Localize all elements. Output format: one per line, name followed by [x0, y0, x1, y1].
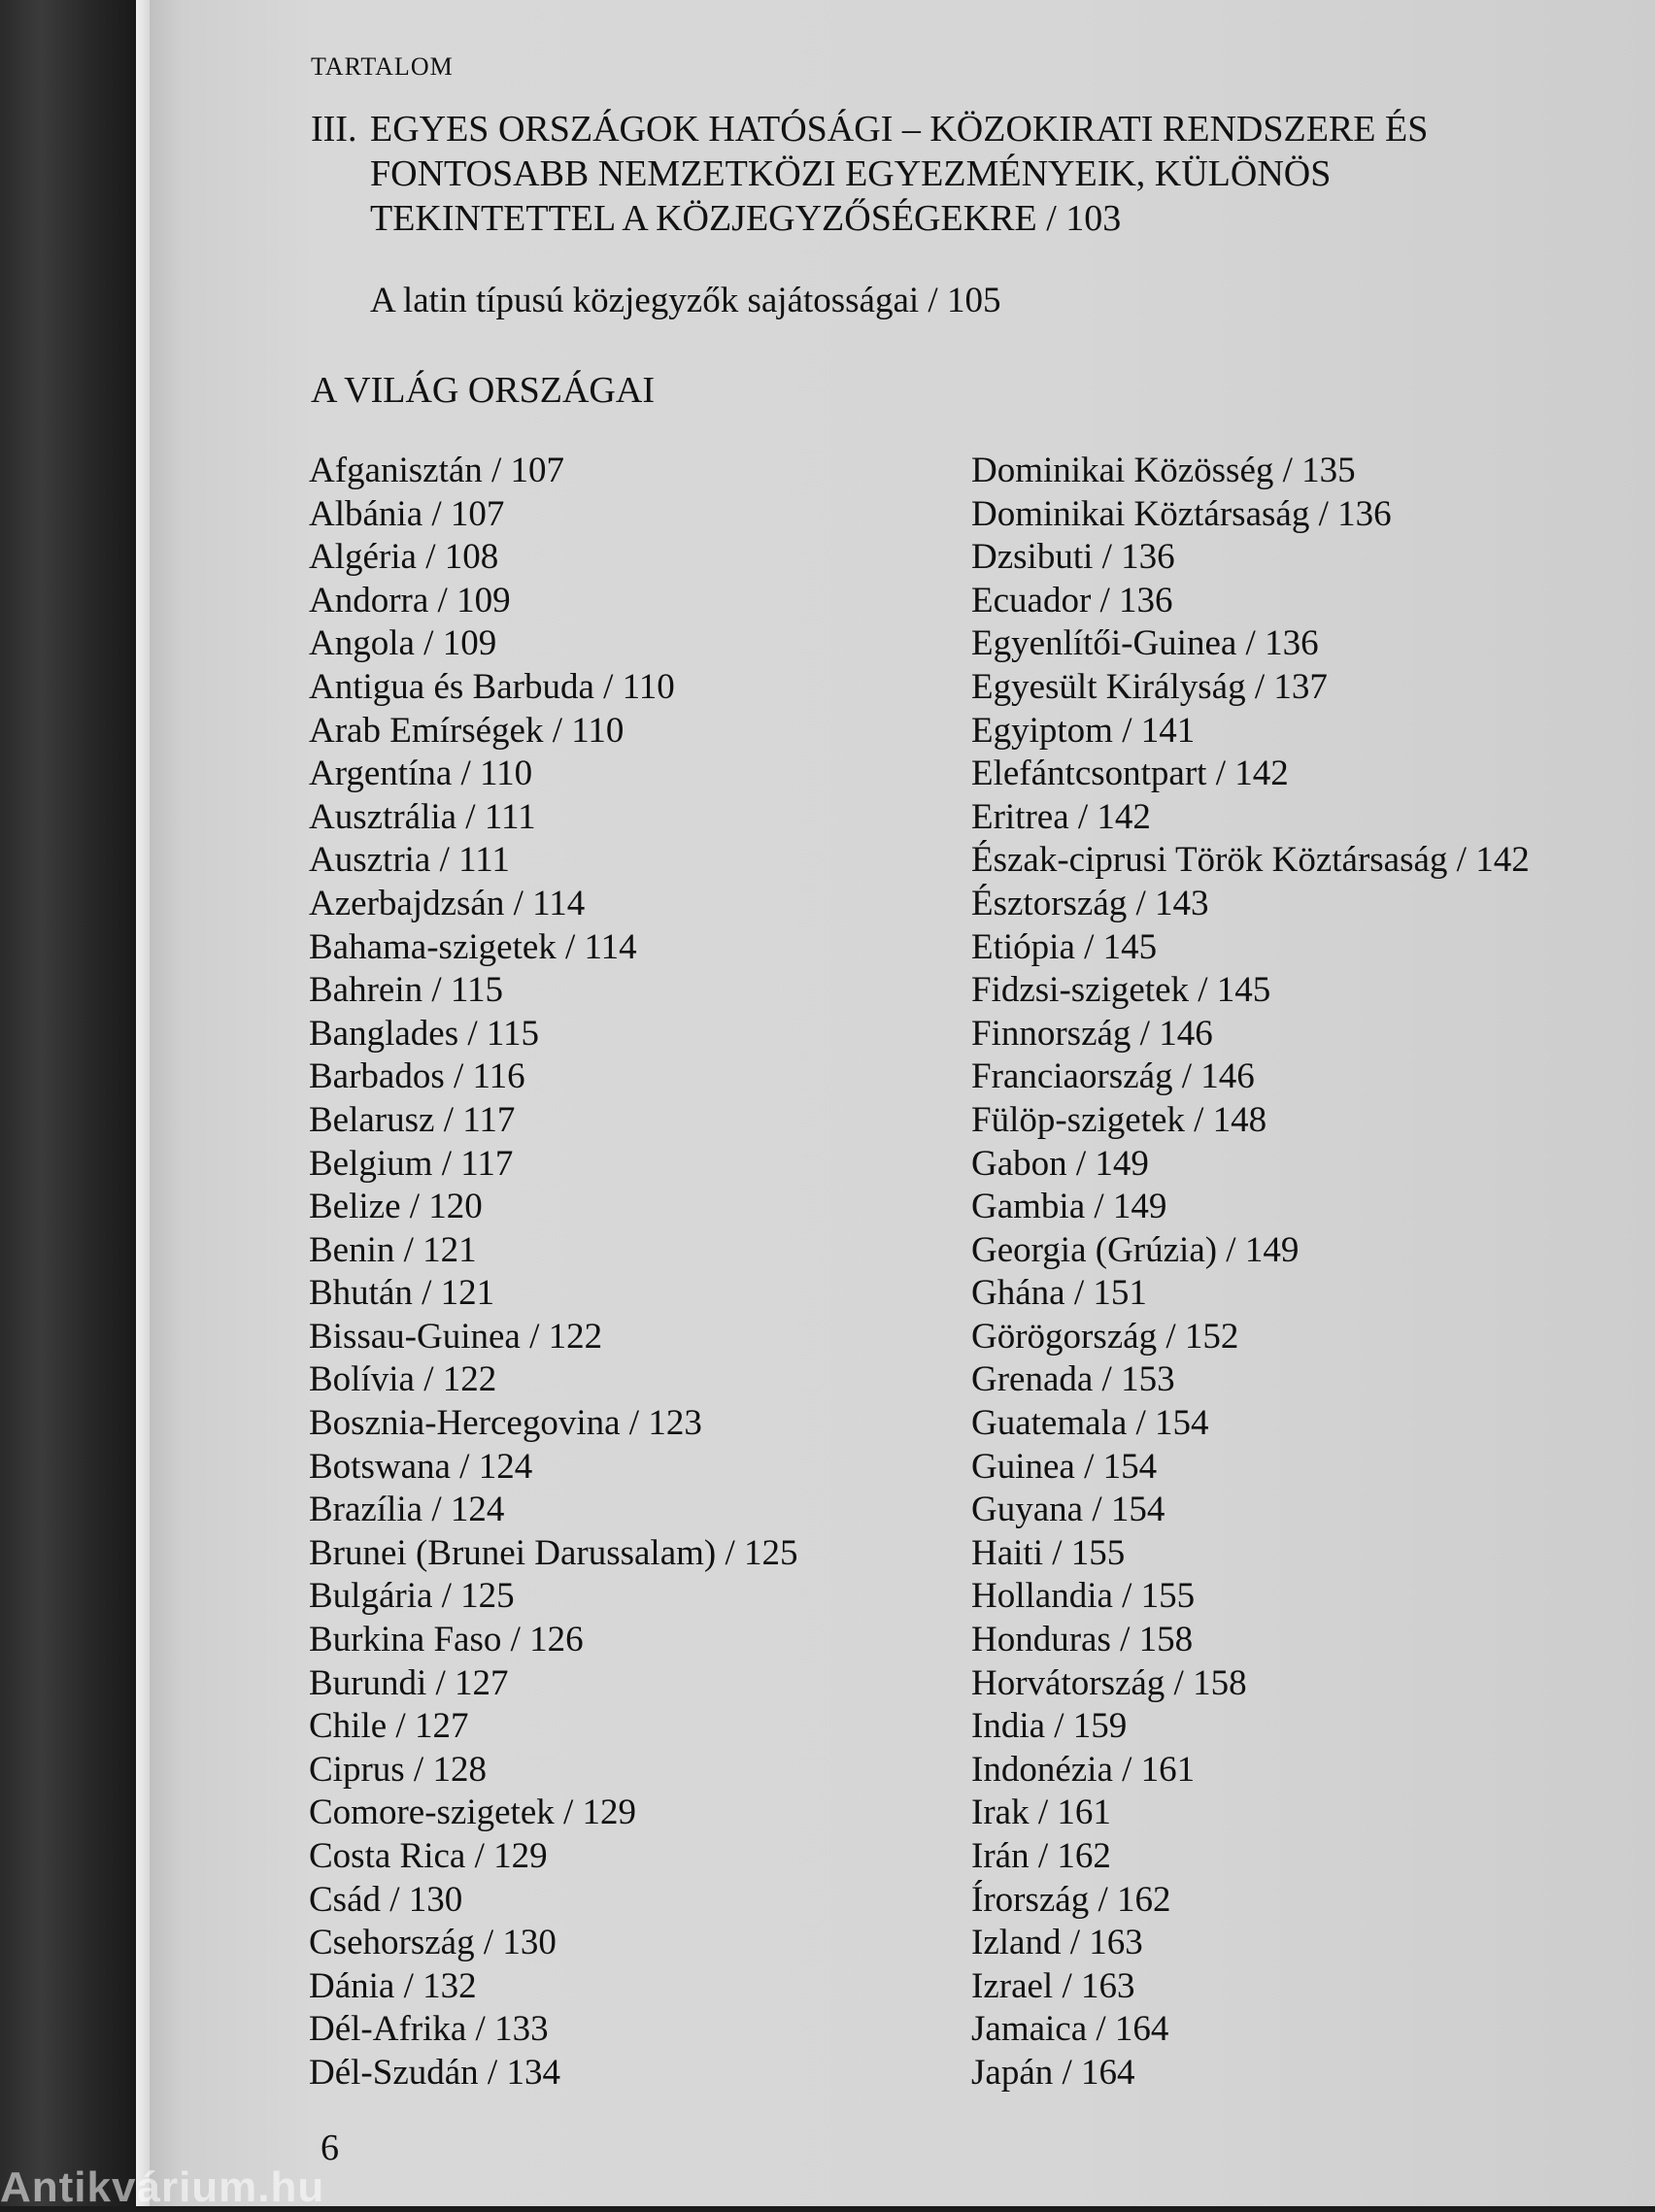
toc-country-entry: Belarusz / 117 — [309, 1099, 516, 1140]
toc-country-entry: Gambia / 149 — [971, 1187, 1167, 1227]
toc-country-entry: Afganisztán / 107 — [309, 451, 565, 490]
section-heading — [311, 107, 1573, 241]
toc-country-entry: Japán / 164 — [971, 2052, 1135, 2093]
toc-country-entry: Ausztrália / 111 — [309, 796, 536, 837]
toc-country-entry: Eritrea / 142 — [971, 796, 1151, 837]
toc-country-entry: Andorra / 109 — [309, 580, 511, 620]
toc-country-entry: Bissau-Guinea / 122 — [309, 1316, 603, 1357]
toc-country-entry: Grenada / 153 — [971, 1359, 1175, 1400]
toc-country-entry: Haiti / 155 — [971, 1532, 1126, 1573]
toc-country-entry: Csehország / 130 — [309, 1923, 557, 1963]
toc-country-entry: Antigua és Barbuda / 110 — [309, 666, 675, 707]
toc-country-entry: Horvátország / 158 — [971, 1662, 1247, 1703]
toc-country-entry: Fülöp-szigetek / 148 — [971, 1099, 1267, 1140]
toc-country-entry: Bulgária / 125 — [309, 1576, 515, 1617]
page-number: 6 — [321, 2128, 339, 2168]
toc-country-entry: Fidzsi-szigetek / 145 — [971, 970, 1271, 1011]
toc-country-entry: India / 159 — [971, 1706, 1128, 1747]
toc-country-entry: Albánia / 107 — [309, 493, 505, 534]
toc-entry-latin-notaries: A latin típusú közjegyzők sajátosságai / 105 — [370, 281, 1001, 320]
toc-country-entry: Görögország / 152 — [971, 1316, 1239, 1357]
toc-country-entry: Írország / 162 — [971, 1879, 1171, 1920]
toc-country-entry: Gabon / 149 — [971, 1143, 1149, 1184]
toc-country-entry: Egyenlítői-Guinea / 136 — [971, 623, 1319, 664]
toc-country-entry: Franciaország / 146 — [971, 1056, 1255, 1097]
toc-country-entry: Indonézia / 161 — [971, 1749, 1196, 1790]
toc-country-entry: Finnország / 146 — [971, 1013, 1213, 1054]
toc-country-entry: Algéria / 108 — [309, 537, 499, 578]
toc-country-entry: Burundi / 127 — [309, 1662, 509, 1703]
toc-country-entry: Guinea / 154 — [971, 1446, 1158, 1487]
toc-country-entry: Argentína / 110 — [309, 754, 533, 794]
toc-country-entry: Dél-Szudán / 134 — [309, 2052, 560, 2093]
toc-country-entry: Csád / 130 — [309, 1879, 463, 1920]
toc-country-entry: Georgia (Grúzia) / 149 — [971, 1229, 1300, 1270]
toc-country-entry: Izland / 163 — [971, 1923, 1143, 1963]
toc-country-entry: Elefántcsontpart / 142 — [971, 754, 1289, 794]
toc-country-entry: Bhután / 121 — [309, 1273, 495, 1314]
toc-country-entry: Brazília / 124 — [309, 1490, 505, 1530]
subheading-countries: A VILÁG ORSZÁGAI — [311, 370, 655, 411]
toc-country-entry: Ecuador / 136 — [971, 580, 1173, 620]
toc-country-entry: Guyana / 154 — [971, 1490, 1165, 1530]
toc-country-entry: Irak / 161 — [971, 1793, 1111, 1833]
toc-country-entry: Hollandia / 155 — [971, 1576, 1196, 1617]
toc-country-entry: Comore-szigetek / 129 — [309, 1793, 637, 1833]
toc-country-entry: Honduras / 158 — [971, 1620, 1194, 1660]
page-edge — [136, 0, 150, 2206]
toc-country-entry: Ghána / 151 — [971, 1273, 1147, 1314]
toc-country-entry: Bahrein / 115 — [309, 970, 504, 1011]
toc-country-entry: Bosznia-Hercegovina / 123 — [309, 1403, 702, 1444]
toc-country-entry: Ausztria / 111 — [309, 840, 510, 881]
section-title: EGYES ORSZÁGOK HATÓSÁGI – KÖZOKIRATI RENDSZERE ÉS FONTOSABB NEMZETKÖZI EGYEZMÉNYEIK, KÜLÖNÖS TEKINTETTEL A KÖZJEGYZŐSÉGEKRE / 103 — [370, 109, 1429, 239]
toc-country-entry: Burkina Faso / 126 — [309, 1620, 584, 1660]
toc-country-entry: Jamaica / 164 — [971, 2009, 1169, 2050]
toc-country-entry: Belize / 120 — [309, 1187, 483, 1227]
toc-country-entry: Belgium / 117 — [309, 1143, 514, 1184]
section-number: III. — [311, 109, 357, 150]
toc-country-entry: Angola / 109 — [309, 623, 497, 664]
toc-country-entry: Irán / 162 — [971, 1836, 1111, 1876]
toc-country-entry: Botswana / 124 — [309, 1446, 533, 1487]
toc-country-entry: Arab Emírségek / 110 — [309, 710, 625, 751]
toc-country-entry: Dominikai Köztársaság / 136 — [971, 493, 1392, 534]
toc-country-entry: Észak-ciprusi Török Köztársaság / 142 — [971, 840, 1530, 881]
toc-country-entry: Dél-Afrika / 133 — [309, 2009, 549, 2050]
toc-country-entry: Chile / 127 — [309, 1706, 469, 1747]
toc-country-entry: Banglades / 115 — [309, 1013, 540, 1054]
toc-country-entry: Guatemala / 154 — [971, 1403, 1209, 1444]
toc-country-entry: Barbados / 116 — [309, 1056, 525, 1097]
toc-country-entry: Izrael / 163 — [971, 1965, 1135, 2006]
toc-country-entry: Dzsibuti / 136 — [971, 537, 1175, 578]
toc-country-entry: Észtország / 143 — [971, 883, 1209, 923]
toc-country-entry: Benin / 121 — [309, 1229, 477, 1270]
toc-country-entry: Etiópia / 145 — [971, 926, 1158, 967]
toc-country-entry: Dánia / 132 — [309, 1965, 477, 2006]
toc-country-entry: Costa Rica / 129 — [309, 1836, 548, 1876]
toc-country-entry: Dominikai Közösség / 135 — [971, 451, 1356, 490]
watermark-logo: Antikvárium.hu — [0, 2163, 325, 2211]
running-head: TARTALOM — [311, 52, 454, 81]
toc-country-entry: Egyiptom / 141 — [971, 710, 1196, 751]
country-list-right — [971, 450, 1530, 2095]
country-list-left — [309, 450, 798, 2095]
toc-country-entry: Bahama-szigetek / 114 — [309, 926, 637, 967]
toc-country-entry: Bolívia / 122 — [309, 1359, 497, 1400]
toc-country-entry: Brunei (Brunei Darussalam) / 125 — [309, 1532, 798, 1573]
toc-country-entry: Ciprus / 128 — [309, 1749, 487, 1790]
toc-country-entry: Egyesült Királyság / 137 — [971, 666, 1328, 707]
toc-country-entry: Azerbajdzsán / 114 — [309, 883, 586, 923]
book-spine — [0, 0, 136, 2206]
